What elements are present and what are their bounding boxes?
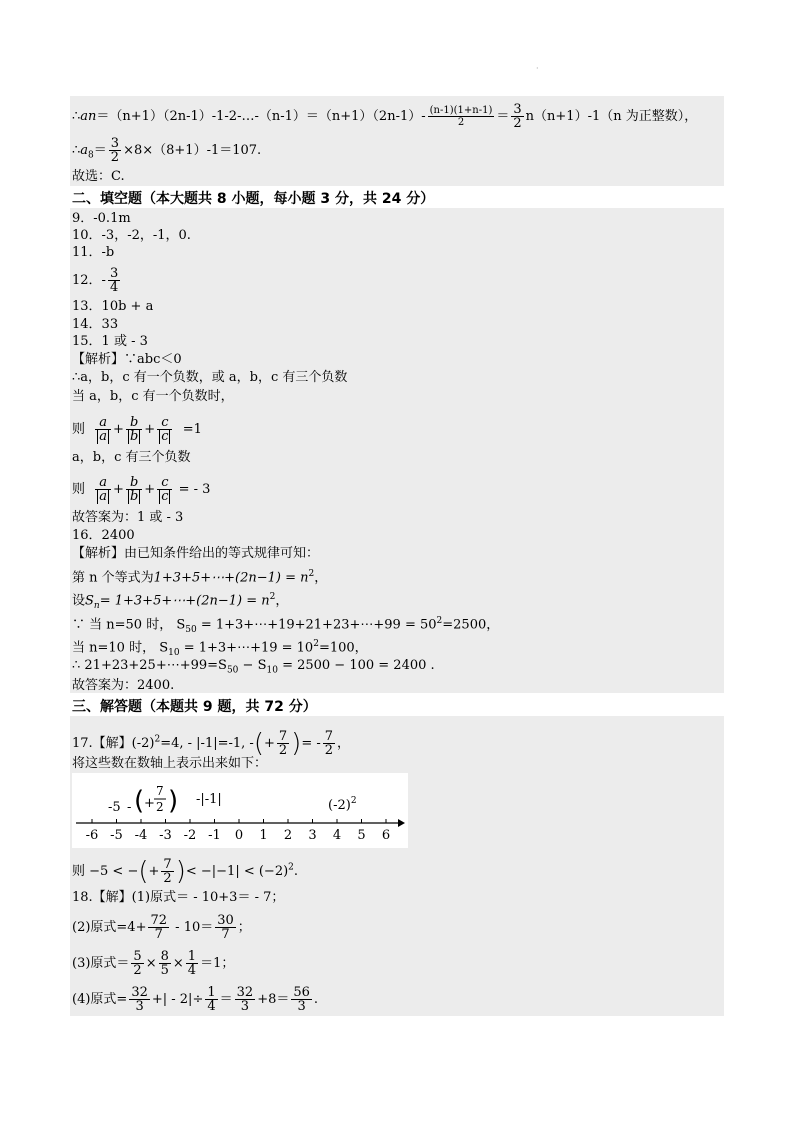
frac-num: 7 <box>156 784 164 798</box>
fraction: $\frac{8}{5}$ <box>160 949 169 978</box>
answer-c: 故选：C. <box>72 169 125 184</box>
tick-label: 0 <box>234 828 244 843</box>
fraction: $\frac{3}{2}$ <box>110 136 120 165</box>
answer-11: 11．-b <box>72 245 115 260</box>
tick-label: 3 <box>308 828 317 843</box>
fraction: $\frac{5}{2}$ <box>133 949 142 978</box>
tick-label: -2 <box>183 828 197 843</box>
fraction: $\frac{(n-1)(1+n-1)}{2}$ <box>429 105 493 128</box>
fraction: $\frac{7}{2}$ <box>324 729 334 758</box>
section-3-title: 三、解答题（本题共 9 题，共 72 分） <box>72 699 317 715</box>
fraction: $\frac{7}{2}$ <box>163 857 172 886</box>
plus-sign: + <box>144 796 155 811</box>
s15-line-3: a，b，c 有三个负数 <box>72 450 191 465</box>
q18-line-2: (2)原式=4+ $\frac{72}{7}$ - 10＝ $\frac{30}{7}$ ； <box>72 913 251 942</box>
axis-arrow-icon <box>398 819 405 827</box>
s16-answer: 故答案为：2400. <box>72 678 175 693</box>
answer-10: 10．-3，-2，-1，0. <box>72 228 191 243</box>
fraction: $\frac{30}{7}$ <box>217 913 234 942</box>
tick-label: -4 <box>134 828 148 843</box>
s15-analysis: 【解析】∵abc＜0 <box>72 352 182 367</box>
fraction: $\frac{1}{4}$ <box>207 985 216 1014</box>
answer-15: 15．1 或 - 3 <box>72 334 148 349</box>
s15-answer: 故答案为：1 或 - 3 <box>72 510 184 525</box>
paren-left: ( <box>134 786 145 816</box>
label-neg-abs: -|-1| <box>196 792 222 807</box>
s16-analysis: 【解析】由已知条件给出的等式规律可知： <box>72 546 320 561</box>
label-sq: $(-2)^2$ <box>328 796 357 813</box>
answer-14: 14．33 <box>72 317 119 332</box>
fraction: $\frac{3}{2}$ <box>513 102 522 131</box>
q17-line-2: 将这些数在数轴上表示出来如下： <box>72 756 268 771</box>
q18-line-4: (4)原式= $\frac{32}{3}$ +| - 2|÷ $\frac{1}{4}$ ＝ $\frac{32}{3}$ +8＝ $\frac{56}{3}$ . <box>72 985 319 1014</box>
label-minus-5: -5 <box>108 800 121 815</box>
q18-line-1: 18.【解】(1)原式＝ - 10+3＝ - 7； <box>72 890 285 905</box>
s16-line-2: 设$S_n=$ 1+3+5+⋯+(2n−1) = $n^2$， <box>72 592 289 611</box>
fraction: $\frac{3}{4}$ <box>109 266 119 295</box>
line-a8: $\therefore a_8=$ $\frac{3}{2}$ ×8×（8+1）-1＝107. <box>72 136 262 165</box>
tick-label: 4 <box>332 828 342 843</box>
tick-label: 1 <box>259 828 268 843</box>
fraction: $\frac{a}{a}$ <box>95 416 111 443</box>
q17-line-1: 17.【解】$(-2)^2=4$, - |-1|=-1, -(+ $\frac{7}{2}$ )= - $\frac{7}{2}$ ， <box>72 728 351 759</box>
number-line-svg <box>72 773 408 848</box>
fraction: $\frac{1}{4}$ <box>187 949 197 978</box>
frac-den: 2 <box>156 800 164 814</box>
s16-line-1: 第 n 个等式为1+3+5+⋯+(2n−1) = $n^2$， <box>72 569 328 586</box>
tick-label: -5 <box>110 828 123 843</box>
answer-13: 13．10b + a <box>72 299 154 314</box>
tick-label: -6 <box>85 828 99 843</box>
q17-line-3: 则 −5 < −(+ $\frac{7}{2}$ )< $-|-1| < (-2)^2$. <box>72 856 299 887</box>
s15-line-1: ∴a，b，c 有一个负数，或 a，b，c 有三个负数 <box>72 370 348 385</box>
answer-16: 16．2400 <box>72 528 135 543</box>
line-an: ∴an＝（n+1）（2n-1）-1-2-…-（n-1）＝（n+1）（2n-1）- $\frac{(n-1)(1+n-1)}{2}$ ＝ $\frac{3}{2}$ n（n+1）-1（n 为正整数）， <box>72 102 698 131</box>
fraction: $\frac{7}{2}$ <box>278 729 288 758</box>
paren-right: ) <box>168 786 179 816</box>
fraction: $\frac{32}{3}$ <box>236 985 254 1014</box>
section-2-title: 二、填空题（本大题共 8 小题，每小题 3 分，共 24 分） <box>72 191 435 207</box>
tick-label: -1 <box>208 828 221 843</box>
s15-then-2: 则 $\frac{a}{a}$ + $\frac{b}{b}$ + $\frac{c}{c}$ = - 3 <box>72 475 211 504</box>
s15-then-1: 则 $\frac{a}{a}$ + $\frac{b}{b}$ + $\frac{c}{c}$ =1 <box>72 415 202 444</box>
number-line-figure <box>72 773 408 848</box>
fraction: $\frac{72}{7}$ <box>150 913 168 942</box>
fraction: $\frac{c}{c}$ <box>157 476 172 503</box>
q18-line-3: (3)原式＝ $\frac{5}{2}$ × $\frac{8}{5}$ × $\frac{1}{4}$ ＝1； <box>72 949 235 978</box>
tick-label: -3 <box>159 828 172 843</box>
s16-line-4: 当 n=10 时， $S_{10}$ = 1+3+⋯+19 = $10^2=100$， <box>72 639 368 658</box>
tick-label: 2 <box>283 828 293 843</box>
answer-12: 12．- $\frac{3}{4}$ <box>72 266 119 295</box>
answer-9: 9．-0.1m <box>72 211 131 226</box>
label-frac-prefix: - <box>127 800 132 815</box>
fraction: $\frac{b}{b}$ <box>126 416 142 443</box>
fraction: $\frac{a}{a}$ <box>95 476 111 503</box>
s16-line-5: ∴ $21+23+25+\cdots+99=S_{50} - S_{10} = 2500 - 100 = 2400$ . <box>72 658 435 676</box>
s16-line-3: ∵ 当 n=50 时， $S_{50}$ = 1+3+⋯+19+21+23+⋯+99 = $50^2=2500$， <box>72 616 500 635</box>
fraction: $\frac{32}{3}$ <box>131 985 148 1014</box>
fraction: $\frac{c}{c}$ <box>157 416 172 443</box>
fraction: $\frac{b}{b}$ <box>126 476 142 503</box>
s15-line-2: 当 a，b，c 有一个负数时， <box>72 389 234 404</box>
fraction: $\frac{56}{3}$ <box>293 985 310 1014</box>
tick-label: 6 <box>381 828 391 843</box>
tick-label: 5 <box>357 828 366 843</box>
header-mark: · <box>536 64 539 73</box>
